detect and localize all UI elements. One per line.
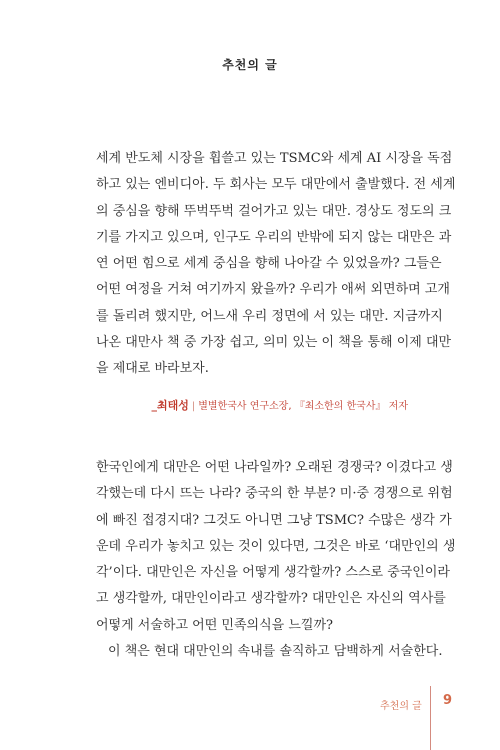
attribution-separator: |: [191, 401, 196, 412]
text-line: 를 돌리려 했지만, 어느새 우리 정면에 서 있는 대만. 지금까지: [96, 308, 443, 324]
text-line: 각했는데 다시 뜨는 나라? 중국의 한 부분? 미·중 경쟁으로 위험: [96, 486, 453, 502]
attribution-description: 별별한국사 연구소장, 『최소한의 한국사』 저자: [198, 401, 408, 412]
text-line: 한국인에게 대만은 어떤 나라일까? 오래된 경쟁국? 이겼다고 생: [96, 460, 453, 475]
text-line: 이 책은 현대 대만인의 속내를 솔직하고 담백하게 서술한다.: [108, 644, 443, 660]
footer-section-label: 추천의 글: [380, 701, 422, 712]
attribution: [151, 397, 408, 413]
text-line: 하고 있는 엔비디아. 두 회사는 모두 대만에서 출발했다. 전 세계: [96, 177, 456, 193]
text-line: 운데 우리가 놓치고 있는 것이 있다면, 그것은 바로 ‘대만인의 생: [96, 538, 456, 554]
text-line: 세계 반도체 시장을 휩쓸고 있는 TSMC와 세계 AI 시장을 독점: [96, 151, 453, 166]
text-line: 어떻게 서술하고 어떤 민족의식을 느낄까?: [96, 617, 333, 633]
footer-divider: [430, 686, 431, 750]
text-line: 어떤 여정을 거쳐 여기까지 왔을까? 우리가 애써 외면하며 고개: [96, 282, 450, 298]
text-line: 나온 대만사 책 중 가장 쉽고, 의미 있는 이 책을 통해 이제 대만: [96, 335, 452, 351]
text-line: 을 제대로 바라보자.: [96, 361, 209, 377]
page-number: 9: [443, 693, 453, 708]
page-title: 추천의 글: [222, 58, 278, 72]
text-line: 기를 가지고 있으며, 인구도 우리의 반밖에 되지 않는 대만은 과: [96, 229, 452, 245]
attribution-author: _최태성: [151, 399, 189, 412]
text-line: 연 어떤 힘으로 세계 중심을 향해 나아갈 수 있었을까? 그들은: [96, 256, 442, 272]
text-line: 에 빠진 접경지대? 그것도 아니면 그냥 TSMC? 수많은 생각 가: [96, 512, 452, 528]
text-line: 각’이다. 대만인은 자신을 어떻게 생각할까? 스스로 중국인이라: [96, 565, 450, 581]
text-line: 의 중심을 향해 뚜벅뚜벅 걸어가고 있는 대만. 경상도 정도의 크: [96, 203, 452, 219]
recommendation-paragraph-2: [96, 455, 456, 665]
recommendation-paragraph-1: [96, 146, 456, 383]
text-line: 고 생각할까, 대만인이라고 생각할까? 대만인은 자신의 역사를: [96, 591, 446, 607]
